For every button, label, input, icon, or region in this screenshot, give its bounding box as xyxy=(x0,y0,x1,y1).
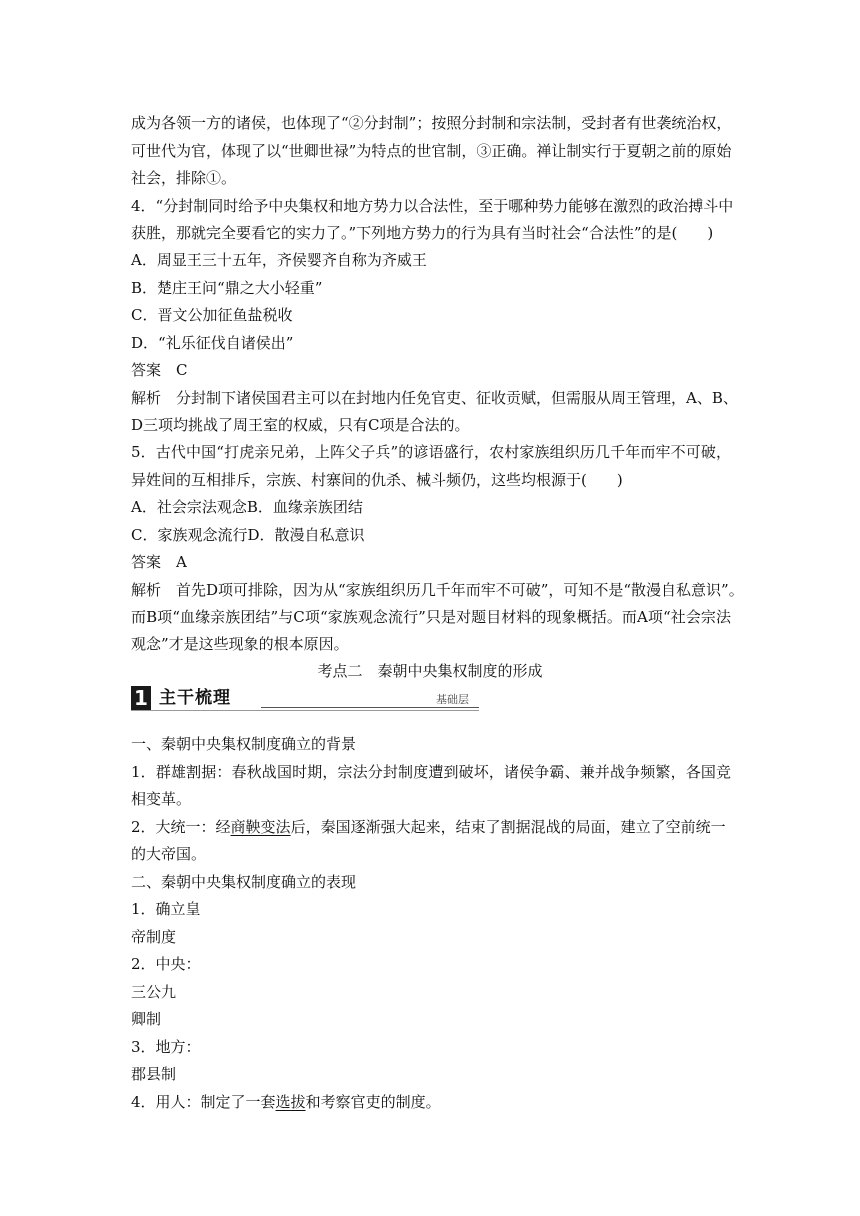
banner-rule xyxy=(261,707,479,708)
q5-stem-line-2: 异姓间的互相排斥，宗族、村寨间的仇杀、械斗频仍，这些均根源于( ) xyxy=(131,471,623,489)
q5-answer: 答案 A xyxy=(131,553,187,571)
q4-answer: 答案 C xyxy=(131,361,188,379)
content-item-2-cont-1: 三公九 xyxy=(131,983,177,1001)
content-p2-line-2: 的大帝国。 xyxy=(131,845,207,863)
content-item-3: 3．地方： xyxy=(131,1038,201,1056)
q3-tail-line-3: 社会，排除①。 xyxy=(131,169,237,187)
content-item-4-underlined: 选拔 xyxy=(275,1093,306,1111)
content-p1-line-1: 1．群雄割据：春秋战国时期，宗法分封制度遭到破坏，诸侯争霸、兼并战争频繁，各国竞 xyxy=(131,763,731,781)
q4-option-d: D．“礼乐征伐自诸侯出” xyxy=(131,334,294,352)
content-item-2: 2．中央： xyxy=(131,955,201,973)
q4-stem-line-1: 4．“分封制同时给予中央集权和地方势力以合法性，至于哪种势力能够在激烈的政治搏斗中 xyxy=(131,197,734,215)
content-item-3-cont: 郡县制 xyxy=(131,1065,177,1083)
banner-tag: 基础层 xyxy=(436,693,469,706)
content-p1-line-2: 相变革。 xyxy=(131,790,192,808)
content-item-1-cont: 帝制度 xyxy=(131,928,177,946)
q5-analysis-line-1: 解析 首先D项可排除，因为从“家族组织历几千年而牢不可破”，可知不是“散漫自私意识”。 xyxy=(131,581,744,599)
content-p2-line-1 xyxy=(131,817,726,837)
q3-tail-line-2: 可世代为官，体现了以“世卿世禄”为特点的世官制，③正确。禅让制实行于夏朝之前的原始 xyxy=(131,142,732,160)
q4-analysis-line-2: D三项均挑战了周王室的权威，只有C项是合法的。 xyxy=(131,416,470,434)
q4-stem-line-2: 获胜，那就完全要看它的实力了。”下列地方势力的行为具有当时社会“合法性”的是( ) xyxy=(131,224,714,242)
content-heading-1: 一、秦朝中央集权制度确立的背景 xyxy=(131,735,357,753)
banner-number: 1 xyxy=(131,686,151,710)
q5-analysis-line-2: 而B项“血缘亲族团结”与C项“家族观念流行”只是对题目材料的现象概括。而A项“社会宗法 xyxy=(131,608,731,626)
section-banner xyxy=(131,686,481,712)
content-p2-prefix: 2．大统一：经 xyxy=(131,818,231,836)
section-heading: 考点二 秦朝中央集权制度的形成 xyxy=(317,662,543,680)
q4-analysis-line-1: 解析 分封制下诸侯国君主可以在封地内任免官吏、征收贡赋，但需服从周王管理，A、B、 xyxy=(131,389,738,407)
q5-stem-line-1: 5．古代中国“打虎亲兄弟，上阵父子兵”的谚语盛行，农村家族组织历几千年而牢不可破， xyxy=(131,443,731,461)
content-item-1: 1．确立皇 xyxy=(131,900,201,918)
content-heading-2: 二、秦朝中央集权制度确立的表现 xyxy=(131,873,357,891)
q5-options-cd: C．家族观念流行D．散漫自私意识 xyxy=(131,526,365,544)
q5-options-ab: A．社会宗法观念B．血缘亲族团结 xyxy=(131,498,363,516)
banner-underline xyxy=(131,710,479,711)
content-item-4 xyxy=(131,1092,441,1112)
q4-option-c: C．晋文公加征鱼盐税收 xyxy=(131,306,293,324)
content-p2-underlined: 商鞅变法 xyxy=(230,818,291,836)
content-item-4-suffix: 和考察官吏的制度。 xyxy=(305,1093,441,1111)
q3-tail-line-1: 成为各领一方的诸侯，也体现了“②分封制”；按照分封制和宗法制，受封者有世袭统治权， xyxy=(131,114,732,132)
content-p2-suffix: 后，秦国逐渐强大起来，结束了割据混战的局面，建立了空前统一 xyxy=(290,818,726,836)
q4-option-b: B．楚庄王问“鼎之大小轻重” xyxy=(131,279,323,297)
q4-option-a: A．周显王三十五年，齐侯婴齐自称为齐威王 xyxy=(131,251,427,269)
banner-title: 主干梳理 xyxy=(159,688,231,708)
content-item-4-prefix: 4．用人：制定了一套 xyxy=(131,1093,276,1111)
q5-analysis-line-3: 观念”才是这些现象的根本原因。 xyxy=(131,635,349,653)
content-item-2-cont-2: 卿制 xyxy=(131,1010,162,1028)
